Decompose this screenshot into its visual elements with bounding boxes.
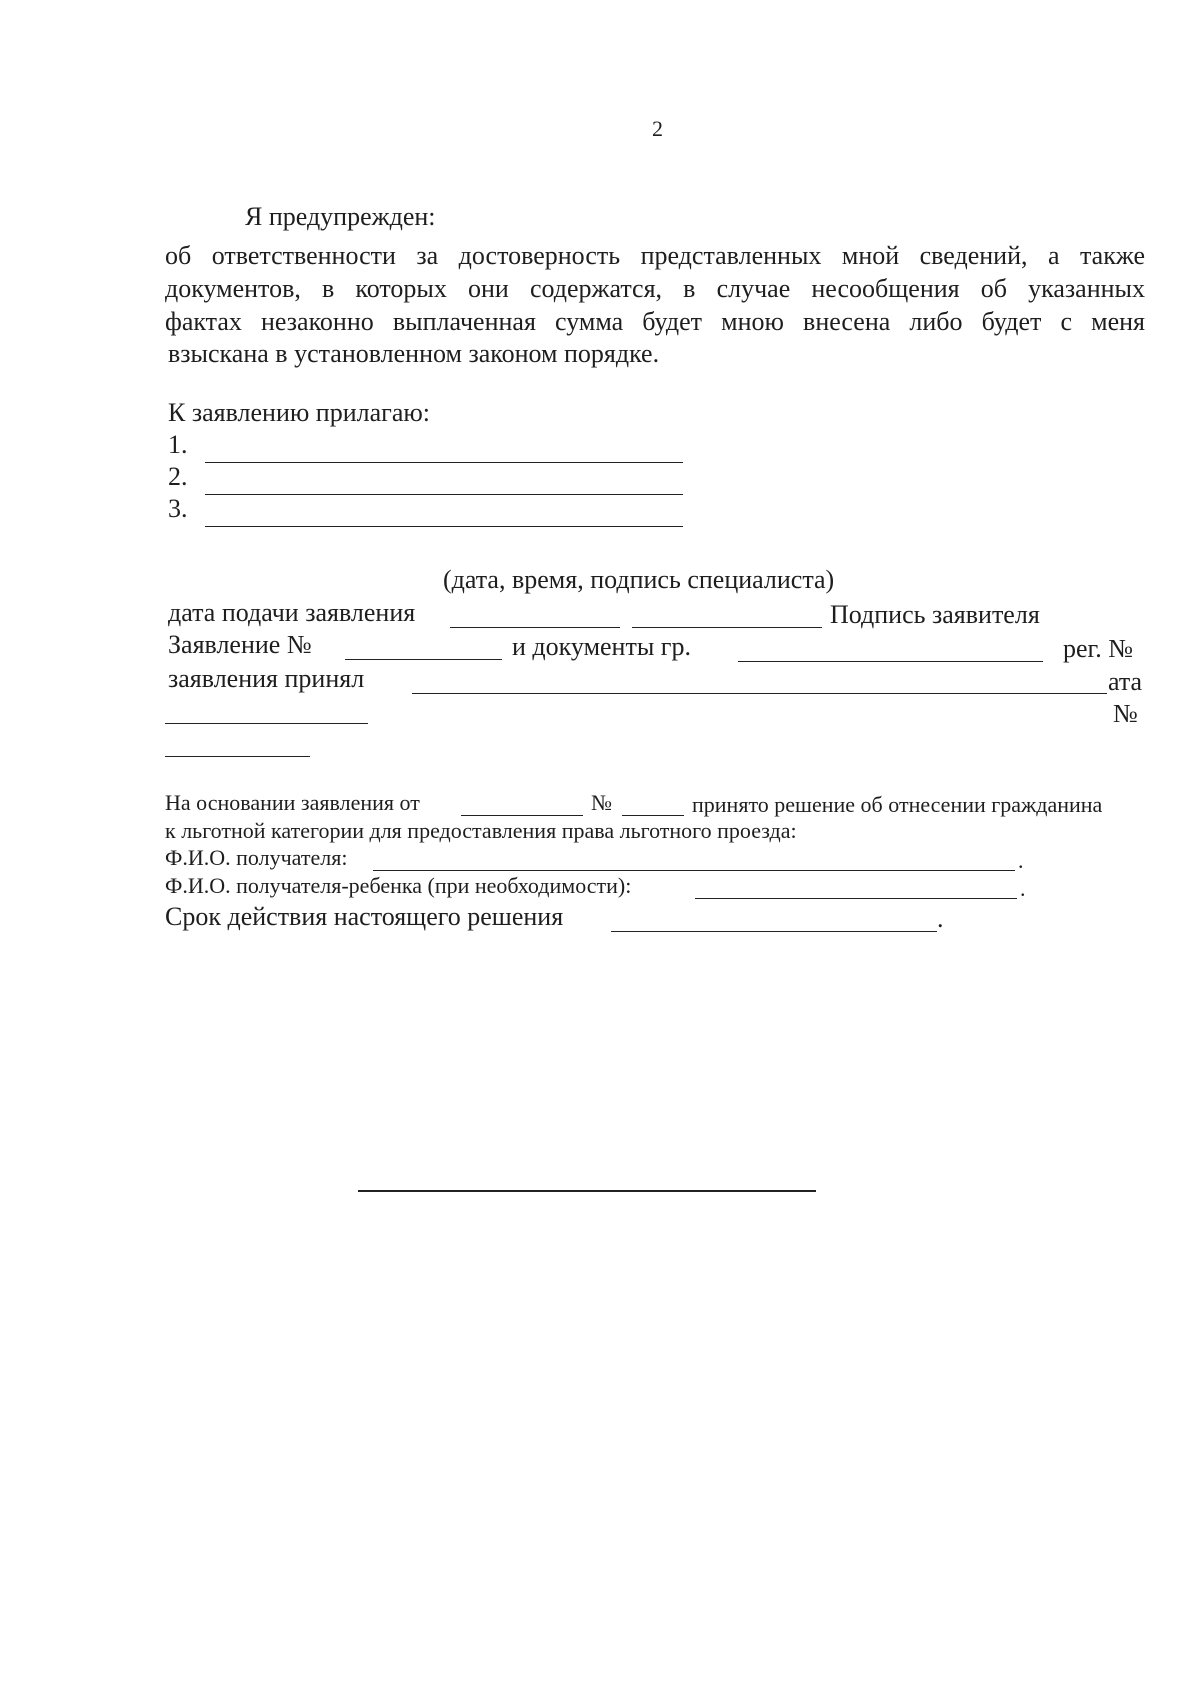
warning-line-1: об ответственности за достоверность представленных мной сведений, а также: [165, 241, 1145, 270]
attachment-number-1: 1.: [168, 430, 188, 459]
accepted-by-line[interactable]: [412, 693, 1107, 694]
attachment-line-1[interactable]: [205, 462, 683, 463]
validity-line[interactable]: [611, 931, 937, 932]
decision-no-line[interactable]: [622, 815, 684, 816]
reg-no-label: рег. №: [1063, 634, 1134, 663]
applicant-signature-line[interactable]: [632, 627, 822, 628]
attachment-number-2: 2.: [168, 462, 188, 491]
warning-line-3: фактах незаконно выплаченная сумма будет мною внесена либо будет с меня: [165, 307, 1145, 336]
recipient-label: Ф.И.О. получателя:: [165, 845, 348, 870]
decision-text: принято решение об отнесении гражданина: [692, 792, 1103, 817]
extra-line-1[interactable]: [165, 723, 368, 724]
recipient-name-line[interactable]: [373, 870, 1015, 871]
decision-no-label: №: [591, 790, 612, 815]
documents-label: и документы гр.: [512, 632, 691, 661]
citizen-name-line[interactable]: [738, 661, 1043, 662]
attachment-number-3: 3.: [168, 494, 188, 523]
attachments-heading: К заявлению прилагаю:: [168, 398, 431, 427]
specialist-caption: (дата, время, подпись специалиста): [443, 565, 835, 594]
category-line: к льготной категории для предоставления права льготного проезда:: [165, 818, 797, 843]
accepted-label: заявления принял: [168, 664, 365, 693]
based-on-label: На основании заявления от: [165, 790, 420, 815]
no-fragment: №: [1113, 699, 1138, 728]
ata-fragment: ата: [1108, 667, 1143, 696]
submit-date-label: дата подачи заявления: [168, 598, 416, 627]
page-number: 2: [652, 116, 663, 141]
application-date-line[interactable]: [461, 815, 583, 816]
validity-label: Срок действия настоящего решения: [165, 902, 564, 931]
warning-heading: Я предупрежден:: [245, 202, 436, 231]
application-no-line[interactable]: [345, 659, 502, 660]
application-no-label: Заявление №: [168, 630, 312, 659]
extra-line-2[interactable]: [165, 756, 310, 757]
recipient-period: .: [1018, 848, 1024, 873]
submit-date-line[interactable]: [450, 627, 620, 628]
child-recipient-line[interactable]: [695, 898, 1017, 899]
child-recipient-label: Ф.И.О. получателя-ребенка (при необходимости):: [165, 873, 632, 898]
child-recipient-period: .: [1020, 876, 1026, 901]
closing-line: [358, 1190, 816, 1192]
applicant-signature-label: Подпись заявителя: [830, 600, 1040, 629]
warning-line-2: документов, в которых они содержатся, в случае несообщения об указанных: [165, 274, 1145, 303]
validity-period: .: [937, 904, 944, 933]
attachment-line-2[interactable]: [205, 494, 683, 495]
warning-line-4: взыскана в установленном законом порядке.: [168, 339, 660, 368]
attachment-line-3[interactable]: [205, 526, 683, 527]
